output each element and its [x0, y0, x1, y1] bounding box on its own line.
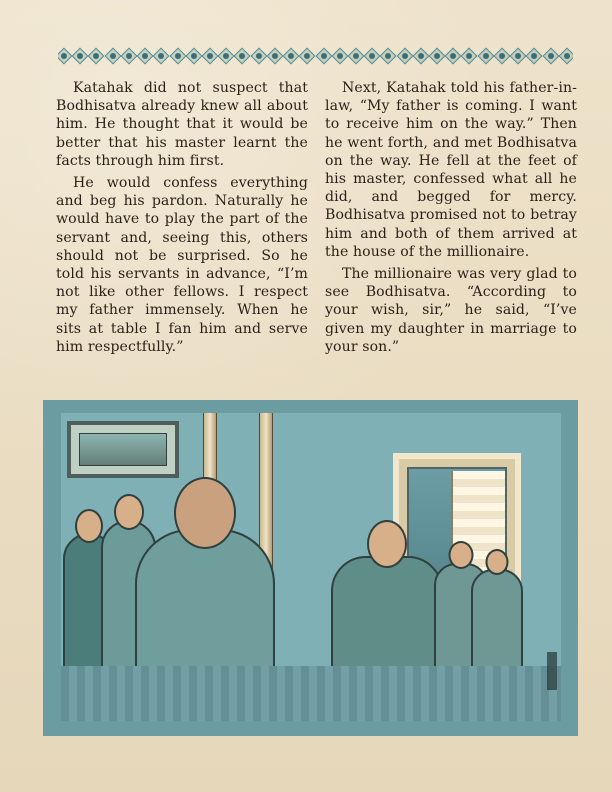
- ornament-icon: [399, 50, 411, 62]
- ornament-icon: [58, 50, 70, 62]
- paragraph: He would confess everything and beg his pardon. Naturally he would have to play the part of the servant and, seeing this, others should not be surprised. So he told his servants in advance, “I’m not like other fellows. I respect my father immensely. When he sits at table I fan him and serve him respectfully.”: [56, 175, 308, 355]
- ornament-icon: [366, 50, 378, 62]
- decorative-border: [58, 47, 573, 65]
- paragraph: The millionaire was very glad to see Bodhisatva. “According to your wish, sir,” he said, “I’ve given my daughter in marriage to your son.”: [325, 266, 577, 355]
- ornament-icon: [463, 50, 475, 62]
- ornament-icon: [318, 50, 330, 62]
- ornament-icon: [431, 50, 443, 62]
- ornament-icon: [139, 50, 151, 62]
- ornament-icon: [155, 50, 167, 62]
- ornament-icon: [172, 50, 184, 62]
- guard-figure: [471, 569, 523, 679]
- story-illustration: [43, 400, 578, 736]
- ornament-icon: [220, 50, 232, 62]
- ornament-icon: [253, 50, 265, 62]
- left-column: [56, 79, 308, 360]
- ornament-icon: [334, 50, 346, 62]
- artist-signature: [547, 647, 557, 695]
- ornament-icon: [528, 50, 540, 62]
- ornament-icon: [107, 50, 119, 62]
- wall-painting: [67, 421, 179, 478]
- right-column: [325, 79, 577, 360]
- ornament-icon: [350, 50, 362, 62]
- paragraph: Katahak did not suspect that Bodhisatva already knew all about him. He thought that it would be better that his master learnt the facts through him first.: [56, 80, 308, 169]
- ornament-icon: [188, 50, 200, 62]
- ornament-icon: [480, 50, 492, 62]
- ornament-icon: [545, 50, 557, 62]
- story-text: [56, 79, 577, 360]
- ornament-icon: [204, 50, 216, 62]
- ornament-icon: [447, 50, 459, 62]
- floor: [61, 666, 561, 721]
- ornament-icon: [74, 50, 86, 62]
- ornament-icon: [382, 50, 394, 62]
- ornament-icon: [496, 50, 508, 62]
- ornament-icon: [269, 50, 281, 62]
- ornament-icon: [123, 50, 135, 62]
- ornament-icon: [301, 50, 313, 62]
- paragraph: Next, Katahak told his father-in-law, “My father is coming. I want to receive him on the way.” Then he went forth, and met Bodhisatva on the way. He fell at the feet of his master, confessed what all he did, and begged for mercy. Bodhisatva promised not to betray him and both of them arrived at the house of the millionaire.: [325, 80, 577, 260]
- ornament-icon: [415, 50, 427, 62]
- ornament-icon: [561, 50, 573, 62]
- ornament-icon: [285, 50, 297, 62]
- ornament-icon: [90, 50, 102, 62]
- ornament-icon: [512, 50, 524, 62]
- ornament-icon: [236, 50, 248, 62]
- illustration-scene: [61, 413, 561, 721]
